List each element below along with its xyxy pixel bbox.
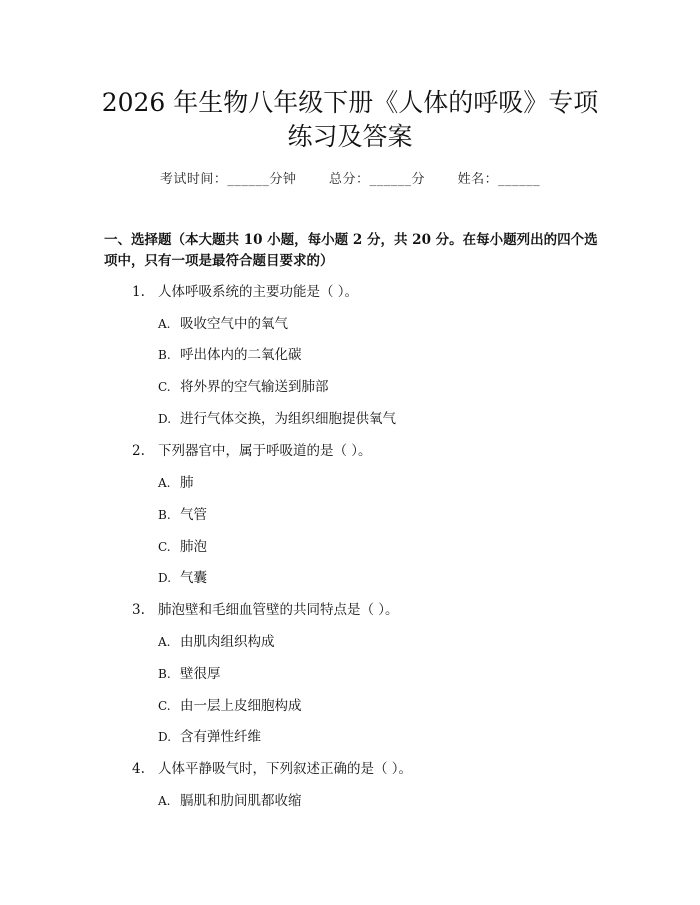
option-text: 将外界的空气输送到肺部 xyxy=(180,379,329,395)
option-1a xyxy=(158,314,288,334)
question-1 xyxy=(132,282,358,302)
option-letter: D. xyxy=(158,571,172,585)
option-1b xyxy=(158,345,302,365)
question-text: 人体呼吸系统的主要功能是（ ）。 xyxy=(158,284,359,300)
question-number: 4. xyxy=(132,761,145,777)
option-text: 含有弹性纤维 xyxy=(180,729,261,745)
option-3c xyxy=(158,696,302,716)
option-3b xyxy=(158,664,221,684)
option-text: 进行气体交换，为组织细胞提供氧气 xyxy=(180,411,396,427)
option-text: 肺泡 xyxy=(180,539,207,555)
option-letter: B. xyxy=(158,667,171,681)
question-number: 2. xyxy=(132,443,145,459)
option-1c xyxy=(158,377,329,397)
option-text: 肺 xyxy=(180,475,194,491)
option-letter: B. xyxy=(158,508,171,522)
exam-time-field: 考试时间：______分钟 xyxy=(159,172,297,187)
option-letter: A. xyxy=(158,635,171,649)
option-letter: C. xyxy=(158,540,171,554)
option-letter: C. xyxy=(158,699,171,713)
option-letter: A. xyxy=(158,794,171,808)
question-text: 肺泡壁和毛细血管壁的共同特点是（ ）。 xyxy=(158,602,399,618)
option-letter: B. xyxy=(158,348,171,362)
option-text: 气囊 xyxy=(180,570,207,586)
option-text: 壁很厚 xyxy=(180,666,221,682)
question-number: 3. xyxy=(132,602,145,618)
question-4 xyxy=(132,759,412,779)
option-text: 膈肌和肋间肌都收缩 xyxy=(180,793,302,809)
option-text: 呼出体内的二氧化碳 xyxy=(180,347,302,363)
option-text: 由肌肉组织构成 xyxy=(180,634,275,650)
option-2a xyxy=(158,473,194,493)
option-3a xyxy=(158,632,275,652)
student-name-field: 姓名：______ xyxy=(457,172,541,187)
exam-meta xyxy=(0,168,700,187)
option-2d xyxy=(158,568,207,588)
option-text: 气管 xyxy=(180,507,207,523)
option-2c xyxy=(158,537,207,557)
question-text: 人体平静吸气时，下列叙述正确的是（ ）。 xyxy=(158,761,413,777)
section-heading-line-2: 项中，只有一项是最符合题目要求的） xyxy=(104,253,334,269)
option-1d xyxy=(158,409,396,429)
question-number: 1. xyxy=(132,284,145,300)
option-letter: D. xyxy=(158,730,172,744)
question-text: 下列器官中，属于呼吸道的是（ ）。 xyxy=(158,443,372,459)
section-heading-line-1: 一、选择题（本大题共 10 小题，每小题 2 分，共 20 分。在每小题列出的四个选 xyxy=(104,232,598,248)
option-text: 由一层上皮细胞构成 xyxy=(180,698,302,714)
question-3 xyxy=(132,600,399,620)
option-4a xyxy=(158,791,302,811)
option-2b xyxy=(158,505,207,525)
option-letter: D. xyxy=(158,412,172,426)
option-letter: C. xyxy=(158,380,171,394)
option-3d xyxy=(158,727,261,747)
option-text: 吸收空气中的氧气 xyxy=(180,316,288,332)
document-title-line-2: 练习及答案 xyxy=(287,122,413,151)
option-letter: A. xyxy=(158,317,171,331)
total-score-field: 总分：______分 xyxy=(328,172,425,187)
option-letter: A. xyxy=(158,476,171,490)
question-2 xyxy=(132,441,372,461)
document-title-line-1: 2026 年生物八年级下册《人体的呼吸》专项 xyxy=(101,88,599,117)
